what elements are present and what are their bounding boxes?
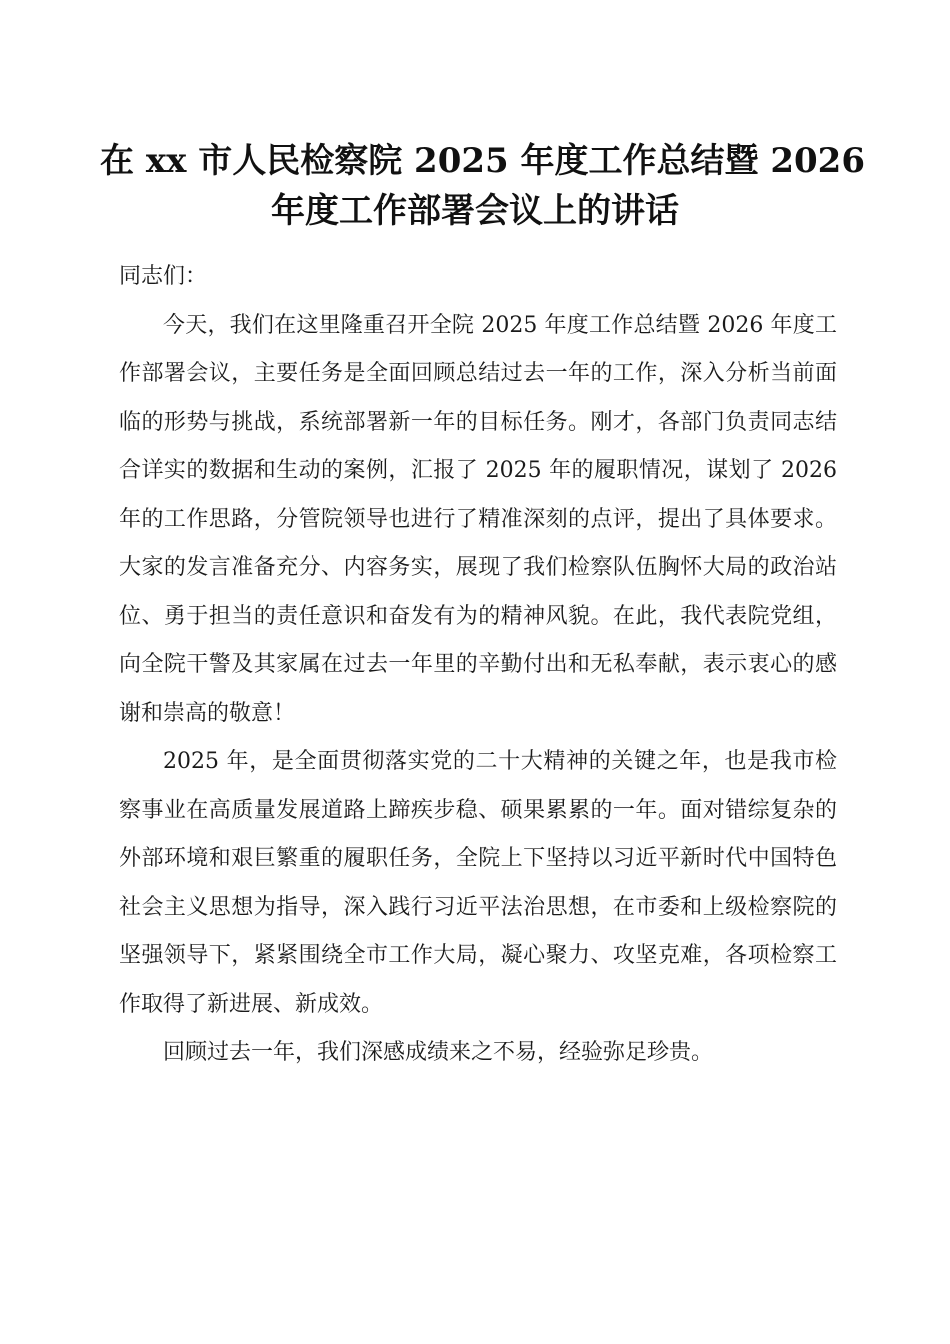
paragraph-reflection: 回顾过去一年，我们深感成绩来之不易，经验弥足珍贵。 [163,1040,714,1065]
document-title [100,136,865,236]
greeting: 同志们： [119,264,208,289]
title-line-1: 在 xx 市人民检察院 2025 年度工作总结暨 2026 [100,141,865,181]
title-line-2: 年度工作部署会议上的讲话 [271,191,679,231]
document-body [119,253,837,1078]
paragraph-opening: 今天，我们在这里隆重召开全院 2025 年度工作总结暨 2026 年度工作部署会议，主要任务是全面回顾总结过去一年的工作，深入分析当前面临的形势与挑战，系统部署新一年的目标任务。刚才，各部门负责同志结合详实的数据和生动的案例，汇报了 2025 年的履职情况，谋划了 2026 年的工作思路，分管院领导也进行了精准深刻的点评，提出了具体要求。大家的发言准备充分、内容务实，展现了我们检察队伍胸怀大局的政治站位、勇于担当的责任意识和奋发有为的精神风貌。在此，我代表院党组，向全院干警及其家属在过去一年里的辛勤付出和无私奉献，表示衷心的感谢和崇高的敬意！ [119,312,837,726]
paragraph-review-2025: 2025 年，是全面贯彻落实党的二十大精神的关键之年，也是我市检察事业在高质量发展道路上蹄疾步稳、硕果累累的一年。面对错综复杂的外部环境和艰巨繁重的履职任务，全院上下坚持以习近平新时代中国特色社会主义思想为指导，深入践行习近平法治思想，在市委和上级检察院的坚强领导下，紧紧围绕全市工作大局，凝心聚力、攻坚克难，各项检察工作取得了新进展、新成效。 [119,749,837,1017]
